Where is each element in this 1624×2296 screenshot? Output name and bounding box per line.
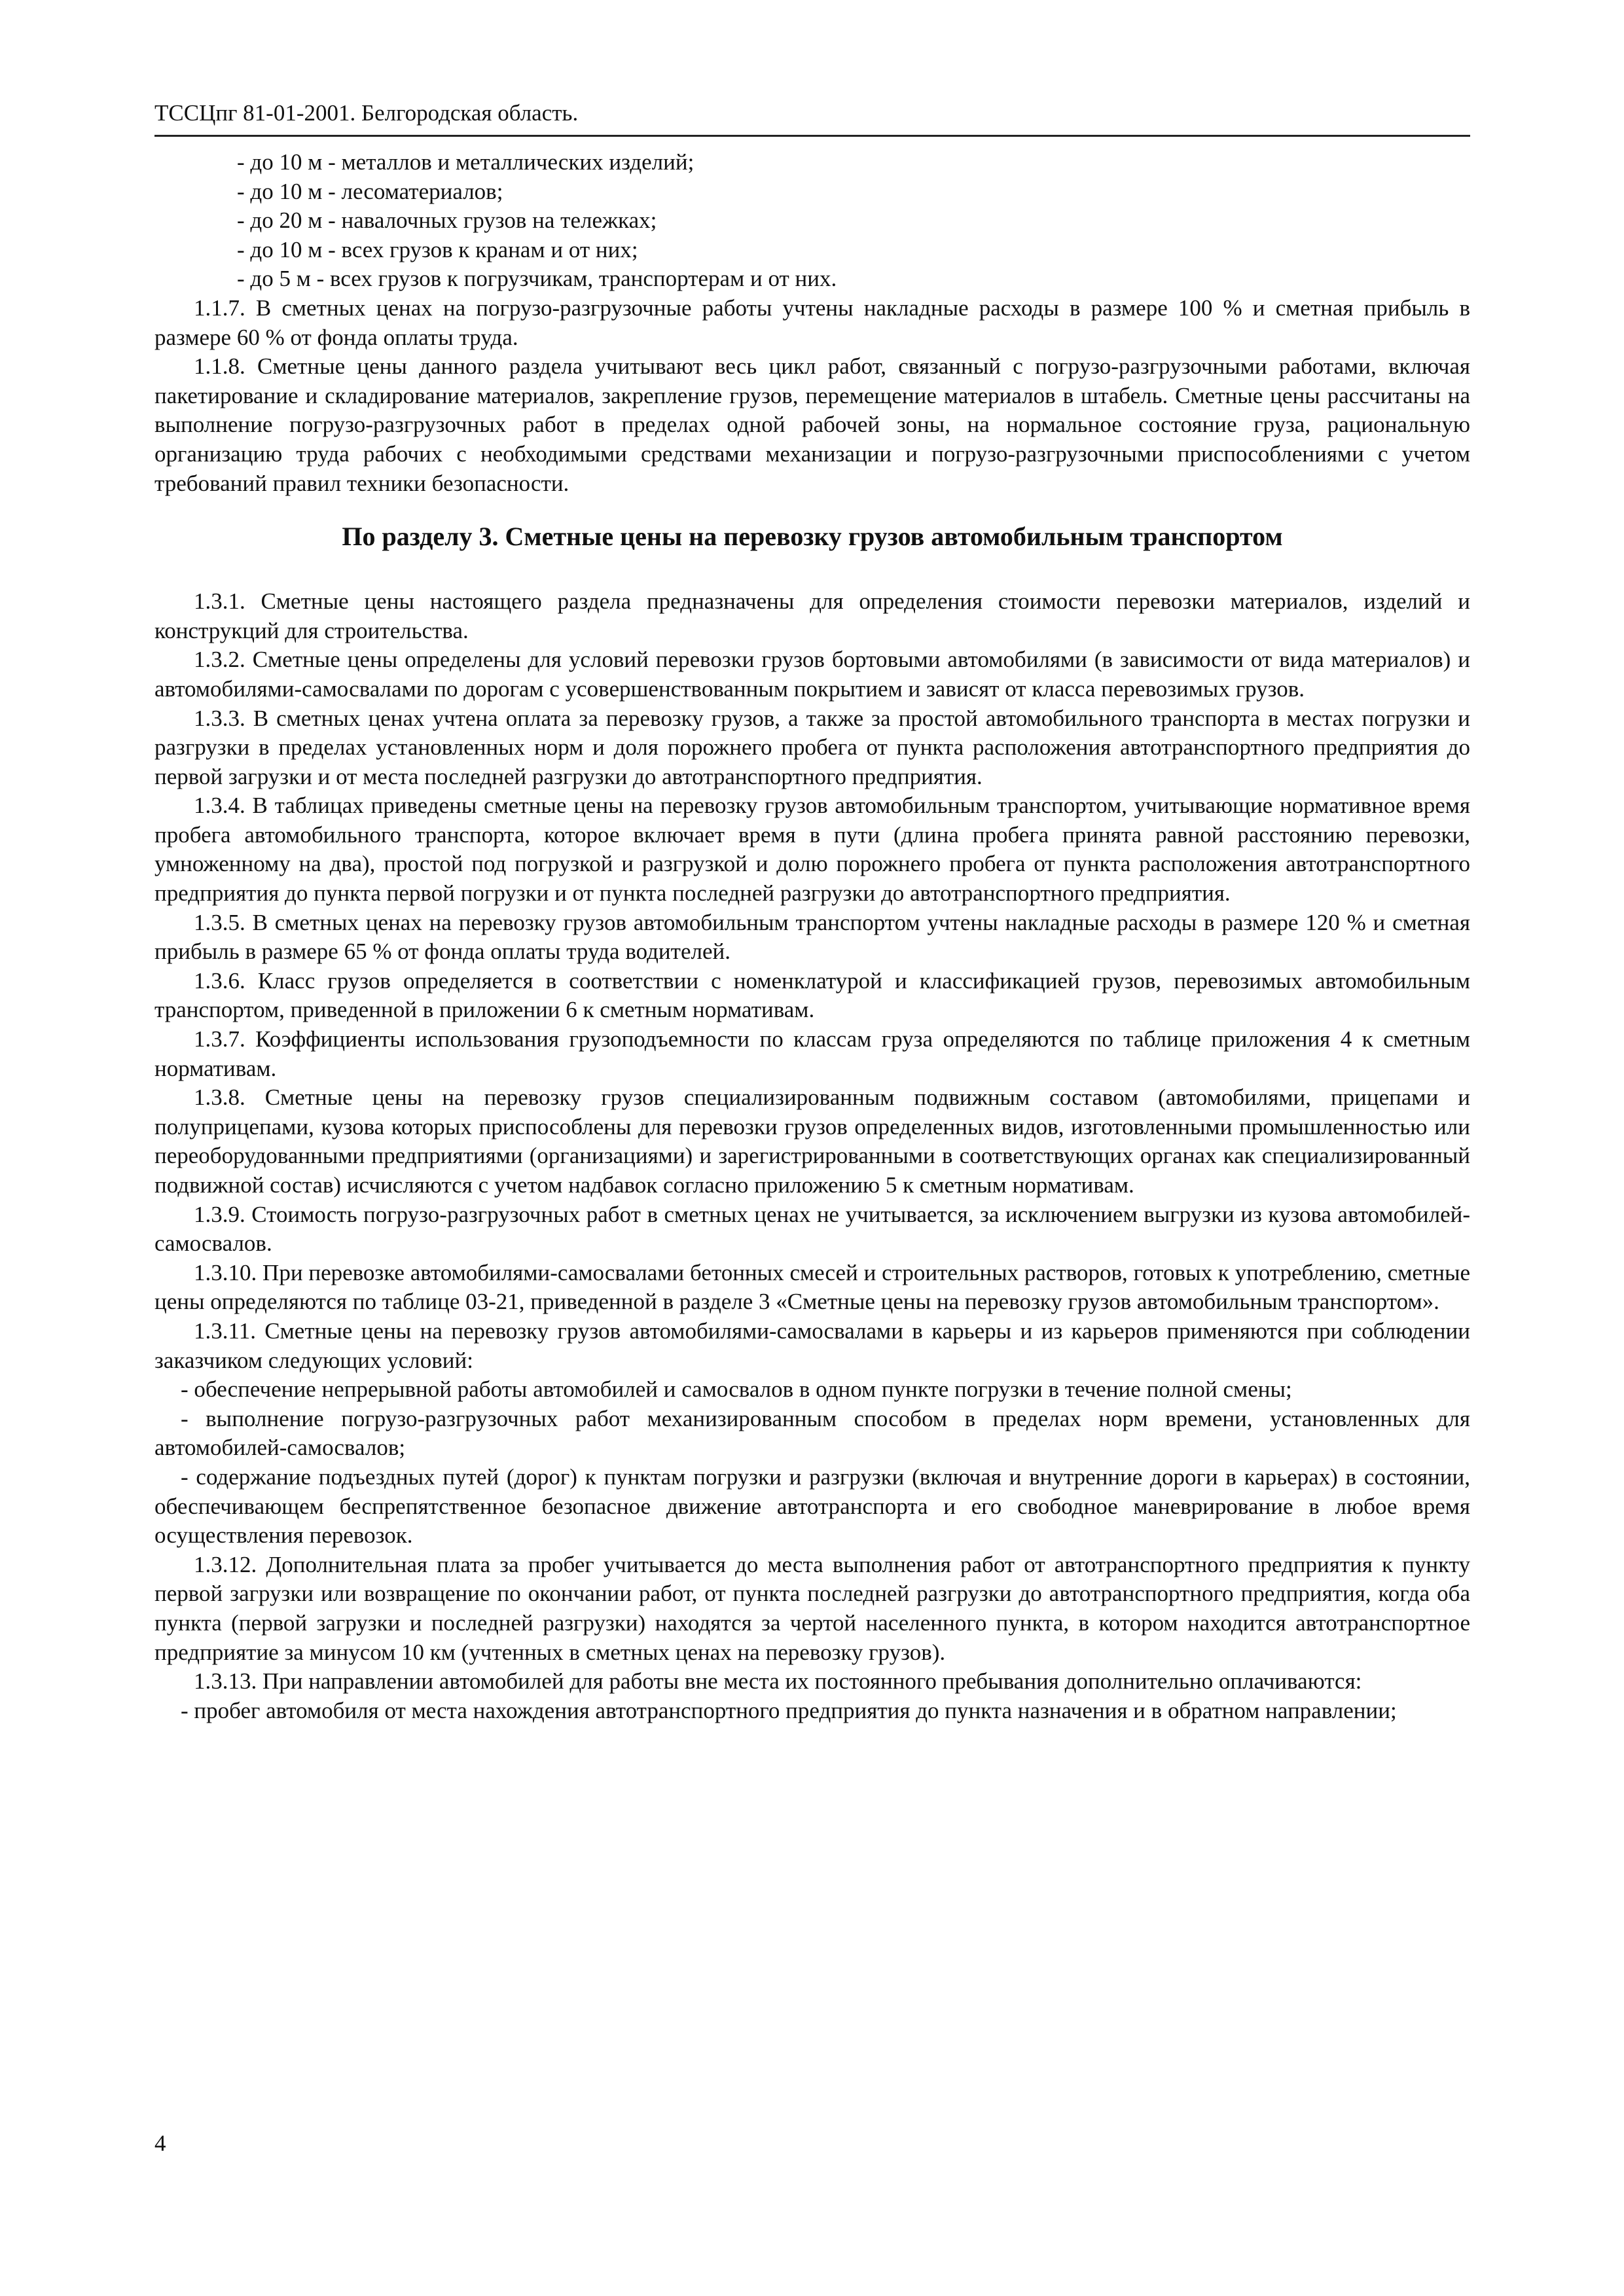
dash-item: - до 10 м - всех грузов к кранам и от них; [237, 236, 638, 262]
dash-item: - до 10 м - лесоматериалов; [237, 178, 503, 204]
condition-item: - выполнение погрузо-разгрузочных работ механизированным способом в пределах норм времени, установленных для автомобилей-самосвалов; [154, 1405, 1470, 1461]
final-dash-item: - пробег автомобиля от места нахождения автотранспортного предприятия до пункта назначения и в обратном направлении; [181, 1697, 1397, 1723]
paragraph-1-3-8: 1.3.8. Сметные цены на перевозку грузов специализированным подвижным составом (автомобилями, прицепами и полуприцепами, кузова которых приспособлены для перевозки грузов определенных видов, изготовленными промышленностью или переоборудованными предприятиями (организациями) и зарегистрированными в соответствующих органах как специализированный подвижной состав) исчисляются с учетом надбавок согласно приложению 5 к сметным нормативам. [154, 1085, 1470, 1198]
paragraph-1-3-13: 1.3.13. При направлении автомобилей для работы вне места их постоянного пребывания дополнительно оплачиваются: [194, 1668, 1362, 1695]
dash-item: - до 10 м - металлов и металлических изделий; [237, 149, 695, 175]
paragraph-1-3-2: 1.3.2. Сметные цены определены для условий перевозки грузов бортовыми автомобилями (в зависимости от вида материалов) и автомобилями-самосвалами по дорогам с усовершенствованным покрытием и зависят от класса перевозимых грузов. [154, 647, 1470, 702]
paragraph-1-3-5: 1.3.5. В сметных ценах на перевозку грузов автомобильным транспортом учтены накладные расходы в размере 120 % и сметная прибыль в размере 65 % от фонда оплаты труда водителей. [154, 909, 1470, 965]
dash-item: - до 5 м - всех грузов к погрузчикам, транспортерам и от них. [237, 266, 837, 292]
paragraph-1-3-6: 1.3.6. Класс грузов определяется в соответствии с номенклатурой и классификацией грузов, перевозимых автомобильным транспортом, приведенной в приложении 6 к сметным нормативам. [154, 967, 1470, 1023]
paragraph-1-3-11: 1.3.11. Сметные цены на перевозку грузов автомобилями-самосвалами в карьеры и из карьеров применяются при соблюдении заказчиком следующих условий: [154, 1318, 1470, 1373]
condition-item: - содержание подъездных путей (дорог) к пунктам погрузки и разгрузки (включая и внутренние дороги в карьерах) в состоянии, обеспечивающем беспрепятственное безопасное движение автотранспорта и его свободное маневрирование в любое время осуществления перевозок. [154, 1463, 1470, 1549]
paragraph-1-3-10: 1.3.10. При перевозке автомобилями-самосвалами бетонных смесей и строительных растворов, готовых к употреблению, сметные цены определяются по таблице 03-21, приведенной в разделе 3 «Сметные цены на перевозку грузов автомобильным транспортом». [154, 1259, 1470, 1315]
paragraph-1-3-1: 1.3.1. Сметные цены настоящего раздела предназначены для определения стоимости перевозки материалов, изделий и конструкций для строительства. [154, 588, 1470, 643]
paragraph-1-3-7: 1.3.7. Коэффициенты использования грузоподъемности по классам груза определяются по таблице приложения 4 к сметным нормативам. [154, 1026, 1470, 1081]
paragraph-1-3-12: 1.3.12. Дополнительная плата за пробег учитывается до места выполнения работ от автотранспортного предприятия к пункту первой загрузки или возвращение по окончании работ, от пункта последней разгрузки до автотранспортного предприятия, когда оба пункта (первой загрузки и последней разгрузки) находятся за чертой населенного пункта, в котором находится автотранспортное предприятие за минусом 10 км (учтенных в сметных ценах на перевозку грузов). [154, 1551, 1470, 1665]
page-header [154, 98, 1470, 137]
document-title: ТССЦпг 81-01-2001. Белгородская область. [154, 100, 579, 126]
paragraph-1-3-9: 1.3.9. Стоимость погрузо-разгрузочных работ в сметных ценах не учитывается, за исключением выгрузки из кузова автомобилей-самосвалов. [154, 1201, 1470, 1257]
paragraph-1-3-3: 1.3.3. В сметных ценах учтена оплата за перевозку грузов, а также за простой автомобильного транспорта в местах погрузки и разгрузки в пределах установленных норм и доля порожнего пробега от пункта расположения автотранспортного предприятия до первой загрузки и от места последней разгрузки до автотранспортного предприятия. [154, 705, 1470, 789]
dash-item: - до 20 м - навалочных грузов на тележках; [237, 207, 657, 234]
condition-item: - обеспечение непрерывной работы автомобилей и самосвалов в одном пункте погрузки в течение полной смены; [181, 1376, 1292, 1403]
document-body [154, 148, 1470, 1725]
section-title: По разделу 3. Сметные цены на перевозку грузов автомобильным транспортом [342, 522, 1283, 552]
paragraph-1-3-4: 1.3.4. В таблицах приведены сметные цены на перевозку грузов автомобильным транспортом, учитывающие нормативное время пробега автомобильного транспорта, которое включает время в пути (длина пробега принята равной расстоянию перевозки, умноженному на два), простой под погрузкой и разгрузкой и долю порожнего пробега от пункта расположения автотранспортного предприятия до пункта первой погрузки и от пункта последней разгрузки до автотранспортного предприятия. [154, 793, 1470, 906]
paragraph-1-1-7: 1.1.7. В сметных ценах на погрузо-разгрузочные работы учтены накладные расходы в размере 100 % и сметная прибыль в размере 60 % от фонда оплаты труда. [154, 295, 1470, 350]
page-number: 4 [154, 2130, 166, 2156]
paragraph-1-1-8: 1.1.8. Сметные цены данного раздела учитывают весь цикл работ, связанный с погрузо-разгрузочными работами, включая пакетирование и складирование материалов, закрепление грузов, перемещение материалов в штабель. Сметные цены рассчитаны на выполнение погрузо-разгрузочных работ в пределах одной рабочей зоны, на нормальное состояние груза, рациональную организацию труда рабочих с необходимыми средствами механизации и погрузо-разгрузочными приспособлениями с учетом требований правил техники безопасности. [154, 353, 1470, 496]
